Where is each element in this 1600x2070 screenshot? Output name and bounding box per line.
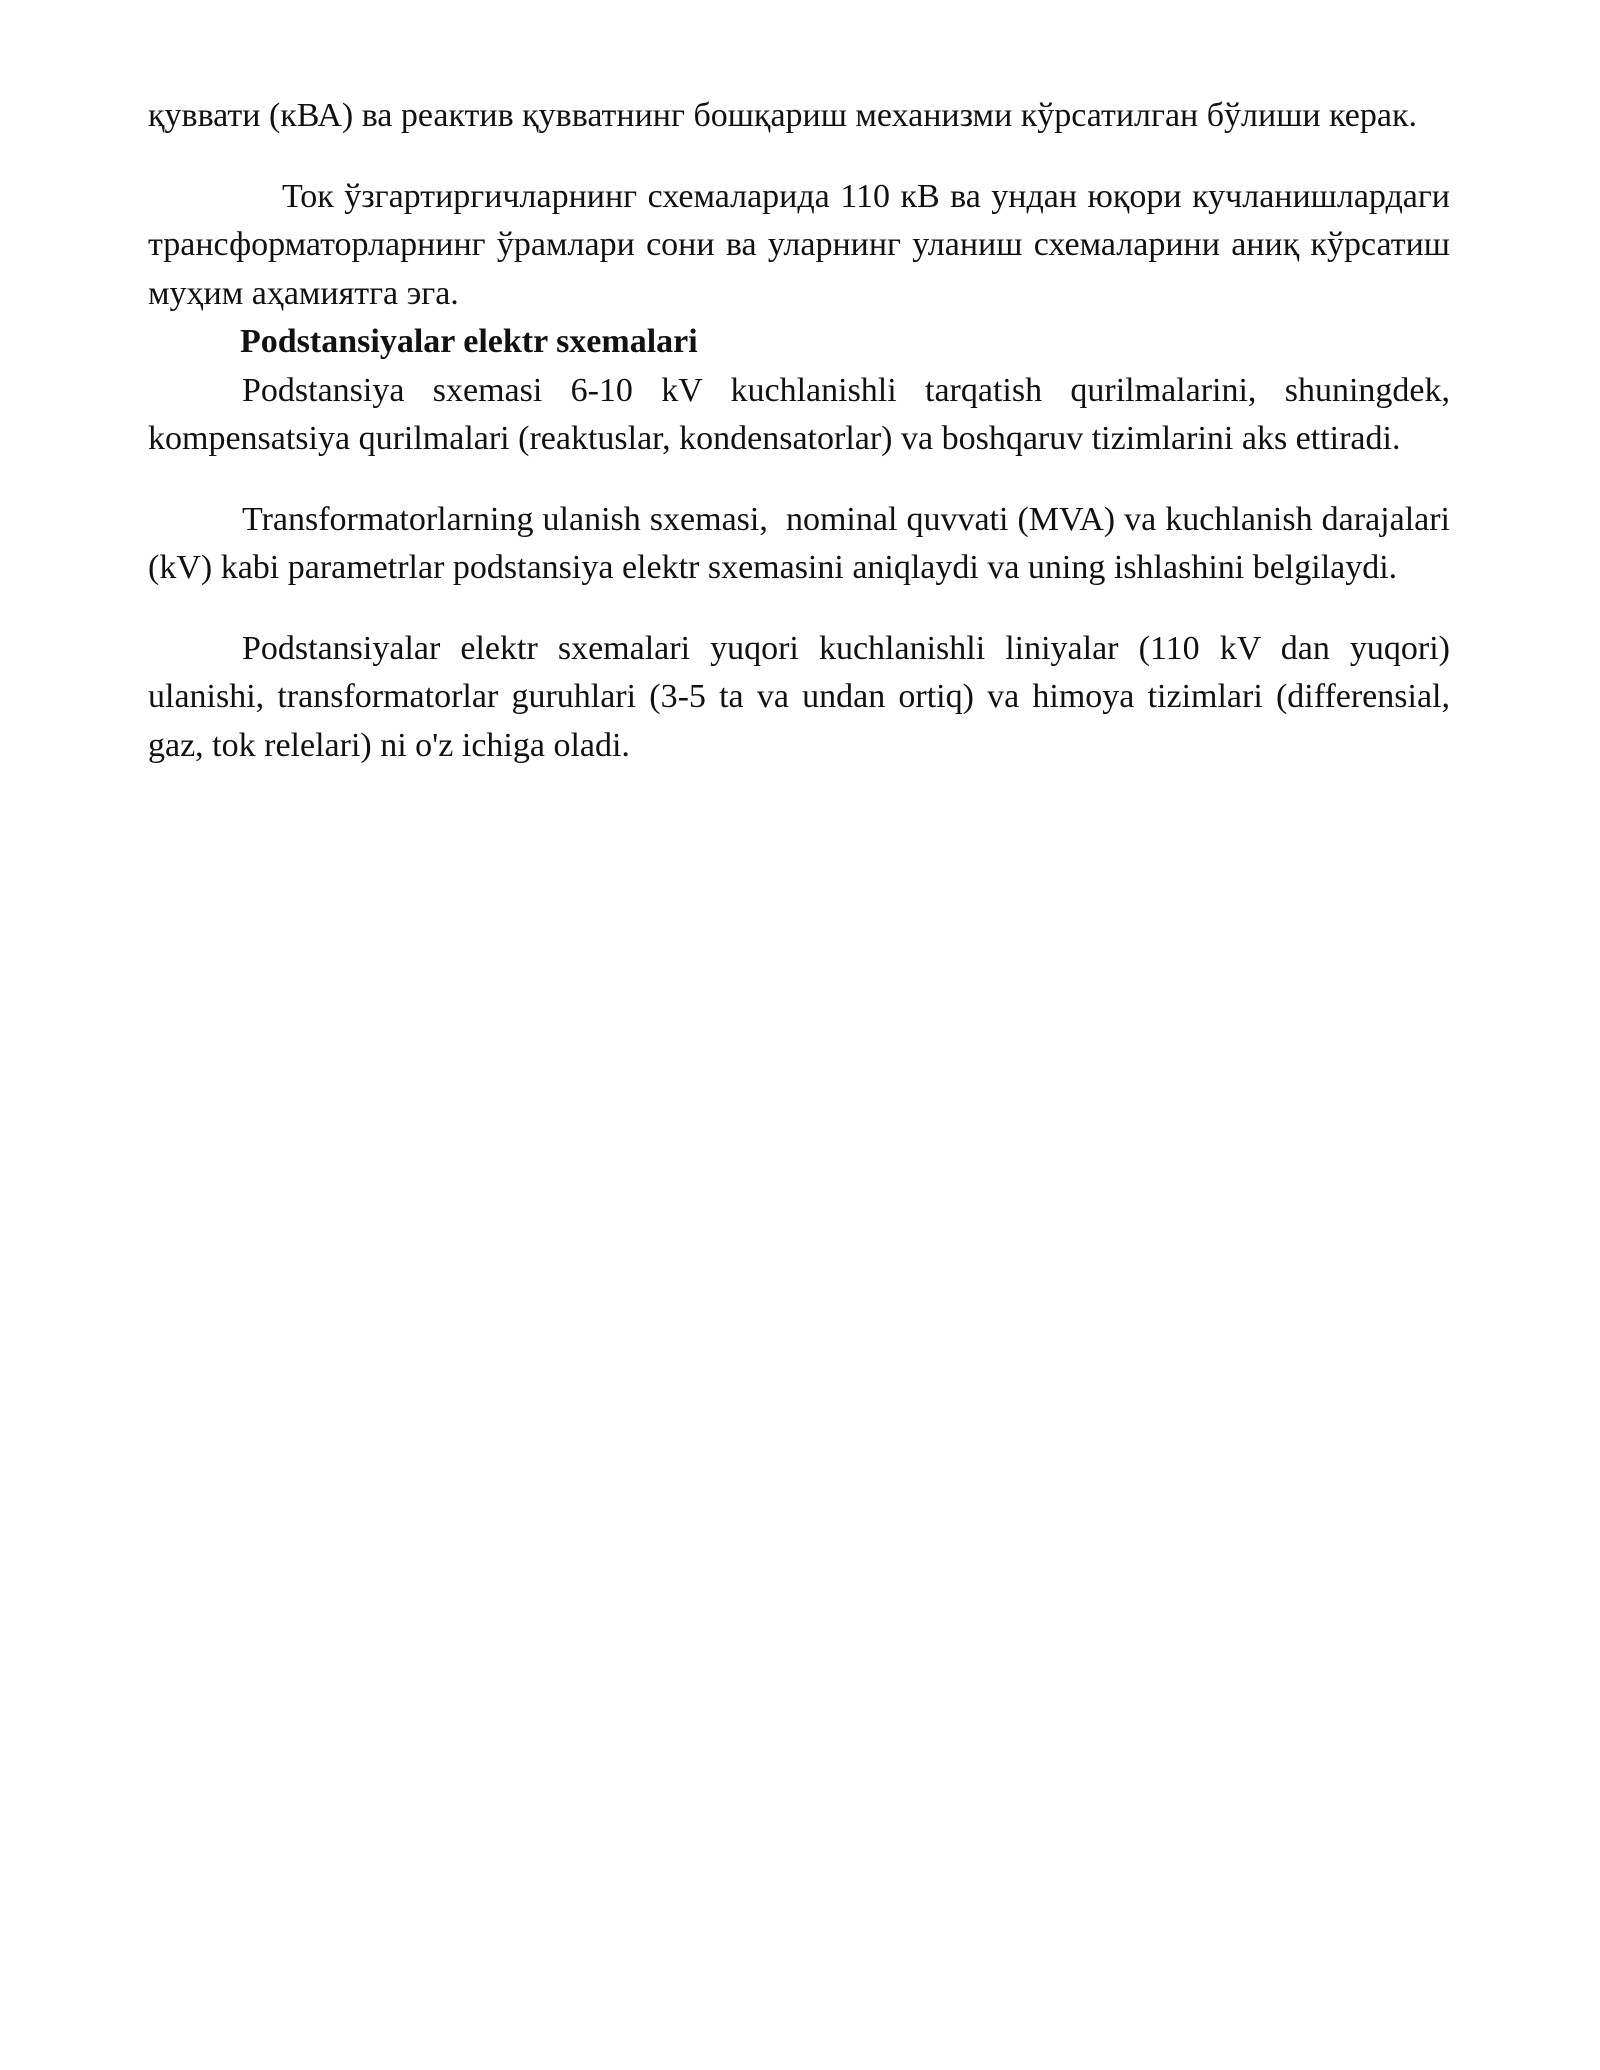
paragraph-current-transformers: Ток ўзгартиргичларнинг схемаларида 110 кВ ва ундан юқори кучланишлардаги трансформаторларнинг ўрамлари сони ва уларнинг уланиш схемаларини аниқ кўрсатиш муҳим аҳамиятга эга. <box>148 177 1459 312</box>
document-page <box>148 92 1459 770</box>
section-heading: Podstansiyalar elektr sxemalari <box>240 323 698 360</box>
paragraph-high-voltage-lines: Podstansiyalar elektr sxemalari yuqori kuchlanishli liniyalar (110 kV dan yuqori) ulanishi, transformatorlar guruhlari (3-5 ta va undan ortiq) va himoya tizimlari (differensial, gaz, tok relelari) ni o'z ichiga oladi. <box>148 629 1459 764</box>
paragraph-transformer-connection: Transformatorlarning ulanish sxemasi, nominal quvvati (MVA) va kuchlanish darajalari (kV) kabi parametrlar podstansiya elektr sxemasini aniqlaydi va uning ishlashini belgilaydi. <box>148 500 1459 586</box>
paragraph-substation-scheme: Podstansiya sxemasi 6-10 kV kuchlanishli tarqatish qurilmalarini, shuningdek, kompensatsiya qurilmalari (reaktuslar, kondensatorlar) va boshqaruv tizimlarini aks ettiradi. <box>148 371 1459 457</box>
paragraph-reactive-power: қуввати (кВА) ва реактив қувватнинг бошқариш механизми кўрсатилган бўлиши керак. <box>148 97 1417 134</box>
